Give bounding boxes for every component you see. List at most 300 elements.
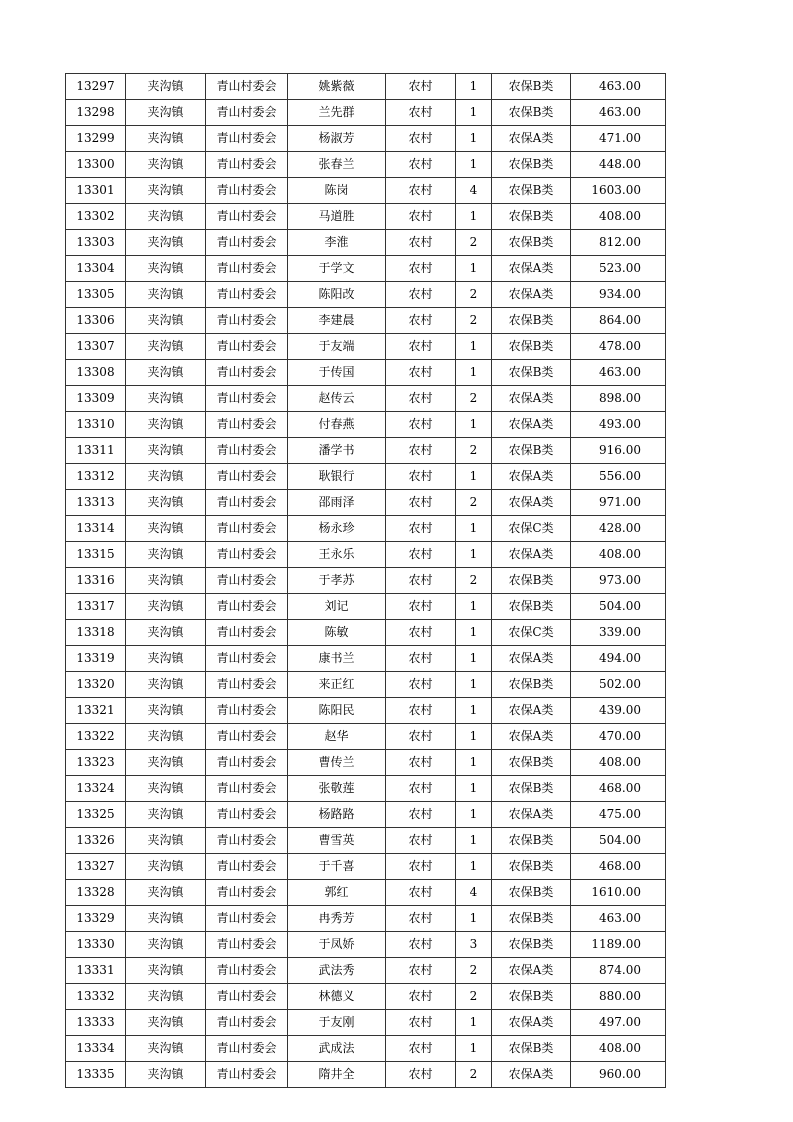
cell-category: 农保A类: [492, 958, 571, 984]
cell-name: 张春兰: [288, 152, 386, 178]
cell-town: 夹沟镇: [126, 74, 206, 100]
cell-type: 农村: [386, 698, 456, 724]
cell-amount: 475.00: [571, 802, 666, 828]
cell-name: 赵华: [288, 724, 386, 750]
cell-id: 13302: [66, 204, 126, 230]
cell-village: 青山村委会: [206, 906, 288, 932]
table-row: [66, 958, 666, 984]
cell-amount: 504.00: [571, 828, 666, 854]
cell-name: 兰先群: [288, 100, 386, 126]
cell-town: 夹沟镇: [126, 204, 206, 230]
cell-town: 夹沟镇: [126, 724, 206, 750]
cell-amount: 497.00: [571, 1010, 666, 1036]
cell-type: 农村: [386, 542, 456, 568]
cell-amount: 468.00: [571, 776, 666, 802]
cell-village: 青山村委会: [206, 776, 288, 802]
cell-count: 1: [456, 100, 492, 126]
cell-amount: 1610.00: [571, 880, 666, 906]
table-row: [66, 906, 666, 932]
cell-count: 1: [456, 126, 492, 152]
cell-town: 夹沟镇: [126, 126, 206, 152]
cell-name: 陈阳民: [288, 698, 386, 724]
cell-amount: 960.00: [571, 1062, 666, 1088]
cell-amount: 916.00: [571, 438, 666, 464]
cell-type: 农村: [386, 360, 456, 386]
table-row: [66, 100, 666, 126]
cell-amount: 408.00: [571, 204, 666, 230]
cell-amount: 934.00: [571, 282, 666, 308]
cell-amount: 339.00: [571, 620, 666, 646]
cell-village: 青山村委会: [206, 204, 288, 230]
cell-name: 陈阳改: [288, 282, 386, 308]
cell-count: 3: [456, 932, 492, 958]
cell-category: 农保B类: [492, 750, 571, 776]
cell-name: 于千喜: [288, 854, 386, 880]
cell-village: 青山村委会: [206, 828, 288, 854]
cell-type: 农村: [386, 412, 456, 438]
cell-count: 1: [456, 646, 492, 672]
cell-id: 13328: [66, 880, 126, 906]
cell-amount: 504.00: [571, 594, 666, 620]
cell-village: 青山村委会: [206, 958, 288, 984]
cell-name: 付春燕: [288, 412, 386, 438]
cell-category: 农保B类: [492, 932, 571, 958]
cell-village: 青山村委会: [206, 698, 288, 724]
table-row: [66, 1062, 666, 1088]
cell-count: 1: [456, 204, 492, 230]
cell-count: 2: [456, 438, 492, 464]
cell-town: 夹沟镇: [126, 100, 206, 126]
cell-count: 1: [456, 334, 492, 360]
cell-amount: 494.00: [571, 646, 666, 672]
cell-count: 1: [456, 594, 492, 620]
cell-name: 耿银行: [288, 464, 386, 490]
table-row: [66, 646, 666, 672]
payment-table: [65, 73, 666, 1088]
cell-count: 4: [456, 178, 492, 204]
cell-town: 夹沟镇: [126, 334, 206, 360]
cell-type: 农村: [386, 958, 456, 984]
cell-type: 农村: [386, 1036, 456, 1062]
cell-category: 农保A类: [492, 412, 571, 438]
cell-type: 农村: [386, 932, 456, 958]
table-row: [66, 542, 666, 568]
cell-id: 13324: [66, 776, 126, 802]
cell-category: 农保B类: [492, 828, 571, 854]
cell-village: 青山村委会: [206, 256, 288, 282]
cell-type: 农村: [386, 906, 456, 932]
cell-name: 邵雨泽: [288, 490, 386, 516]
cell-name: 王永乐: [288, 542, 386, 568]
cell-id: 13320: [66, 672, 126, 698]
cell-category: 农保B类: [492, 984, 571, 1010]
cell-id: 13316: [66, 568, 126, 594]
cell-type: 农村: [386, 854, 456, 880]
cell-town: 夹沟镇: [126, 880, 206, 906]
cell-id: 13307: [66, 334, 126, 360]
cell-town: 夹沟镇: [126, 828, 206, 854]
cell-town: 夹沟镇: [126, 412, 206, 438]
cell-count: 1: [456, 620, 492, 646]
table-row: [66, 750, 666, 776]
cell-type: 农村: [386, 646, 456, 672]
cell-id: 13334: [66, 1036, 126, 1062]
cell-id: 13327: [66, 854, 126, 880]
cell-category: 农保B类: [492, 672, 571, 698]
cell-count: 1: [456, 152, 492, 178]
table-row: [66, 802, 666, 828]
cell-category: 农保A类: [492, 724, 571, 750]
cell-id: 13326: [66, 828, 126, 854]
cell-category: 农保B类: [492, 100, 571, 126]
cell-name: 隋井全: [288, 1062, 386, 1088]
cell-id: 13312: [66, 464, 126, 490]
cell-name: 曹雪英: [288, 828, 386, 854]
cell-count: 1: [456, 854, 492, 880]
table-row: [66, 464, 666, 490]
cell-id: 13314: [66, 516, 126, 542]
table-row: [66, 204, 666, 230]
cell-amount: 470.00: [571, 724, 666, 750]
cell-count: 2: [456, 1062, 492, 1088]
cell-amount: 408.00: [571, 542, 666, 568]
cell-name: 潘学书: [288, 438, 386, 464]
cell-town: 夹沟镇: [126, 802, 206, 828]
cell-type: 农村: [386, 1010, 456, 1036]
cell-village: 青山村委会: [206, 74, 288, 100]
table-row: [66, 412, 666, 438]
cell-id: 13332: [66, 984, 126, 1010]
cell-category: 农保C类: [492, 516, 571, 542]
table-row: [66, 126, 666, 152]
cell-id: 13304: [66, 256, 126, 282]
cell-town: 夹沟镇: [126, 672, 206, 698]
cell-town: 夹沟镇: [126, 542, 206, 568]
cell-amount: 556.00: [571, 464, 666, 490]
cell-village: 青山村委会: [206, 308, 288, 334]
cell-id: 13299: [66, 126, 126, 152]
cell-town: 夹沟镇: [126, 1036, 206, 1062]
cell-name: 刘记: [288, 594, 386, 620]
cell-amount: 463.00: [571, 100, 666, 126]
cell-id: 13330: [66, 932, 126, 958]
table-row: [66, 282, 666, 308]
cell-category: 农保B类: [492, 438, 571, 464]
cell-town: 夹沟镇: [126, 230, 206, 256]
cell-town: 夹沟镇: [126, 984, 206, 1010]
cell-village: 青山村委会: [206, 230, 288, 256]
cell-town: 夹沟镇: [126, 568, 206, 594]
cell-name: 张敬莲: [288, 776, 386, 802]
cell-category: 农保A类: [492, 1062, 571, 1088]
table-body: [66, 74, 666, 1088]
cell-village: 青山村委会: [206, 854, 288, 880]
cell-count: 2: [456, 386, 492, 412]
cell-category: 农保B类: [492, 594, 571, 620]
cell-village: 青山村委会: [206, 386, 288, 412]
cell-name: 于学文: [288, 256, 386, 282]
cell-id: 13333: [66, 1010, 126, 1036]
cell-type: 农村: [386, 750, 456, 776]
cell-name: 马道胜: [288, 204, 386, 230]
cell-amount: 493.00: [571, 412, 666, 438]
cell-town: 夹沟镇: [126, 958, 206, 984]
table-row: [66, 490, 666, 516]
cell-village: 青山村委会: [206, 672, 288, 698]
cell-name: 杨路路: [288, 802, 386, 828]
cell-village: 青山村委会: [206, 932, 288, 958]
cell-id: 13323: [66, 750, 126, 776]
cell-name: 于凤娇: [288, 932, 386, 958]
table-row: [66, 1010, 666, 1036]
cell-town: 夹沟镇: [126, 620, 206, 646]
cell-id: 13297: [66, 74, 126, 100]
cell-count: 4: [456, 880, 492, 906]
cell-category: 农保B类: [492, 74, 571, 100]
cell-village: 青山村委会: [206, 412, 288, 438]
cell-count: 2: [456, 568, 492, 594]
cell-type: 农村: [386, 126, 456, 152]
cell-amount: 463.00: [571, 360, 666, 386]
cell-town: 夹沟镇: [126, 256, 206, 282]
cell-town: 夹沟镇: [126, 308, 206, 334]
cell-id: 13313: [66, 490, 126, 516]
cell-name: 于传国: [288, 360, 386, 386]
cell-category: 农保B类: [492, 1036, 571, 1062]
cell-category: 农保B类: [492, 230, 571, 256]
cell-type: 农村: [386, 256, 456, 282]
cell-town: 夹沟镇: [126, 646, 206, 672]
cell-type: 农村: [386, 880, 456, 906]
cell-amount: 523.00: [571, 256, 666, 282]
cell-name: 郭红: [288, 880, 386, 906]
table-row: [66, 230, 666, 256]
cell-type: 农村: [386, 828, 456, 854]
table-row: [66, 360, 666, 386]
cell-id: 13308: [66, 360, 126, 386]
table-row: [66, 568, 666, 594]
cell-village: 青山村委会: [206, 178, 288, 204]
table-row: [66, 620, 666, 646]
cell-id: 13315: [66, 542, 126, 568]
cell-count: 1: [456, 698, 492, 724]
cell-amount: 1603.00: [571, 178, 666, 204]
cell-village: 青山村委会: [206, 126, 288, 152]
cell-village: 青山村委会: [206, 880, 288, 906]
cell-type: 农村: [386, 984, 456, 1010]
table-row: [66, 386, 666, 412]
cell-count: 1: [456, 360, 492, 386]
cell-name: 于友刚: [288, 1010, 386, 1036]
cell-village: 青山村委会: [206, 750, 288, 776]
cell-category: 农保A类: [492, 256, 571, 282]
cell-count: 1: [456, 906, 492, 932]
cell-name: 赵传云: [288, 386, 386, 412]
cell-town: 夹沟镇: [126, 178, 206, 204]
cell-amount: 448.00: [571, 152, 666, 178]
cell-count: 1: [456, 1036, 492, 1062]
cell-id: 13311: [66, 438, 126, 464]
cell-amount: 439.00: [571, 698, 666, 724]
cell-town: 夹沟镇: [126, 698, 206, 724]
cell-type: 农村: [386, 464, 456, 490]
cell-id: 13300: [66, 152, 126, 178]
cell-village: 青山村委会: [206, 464, 288, 490]
cell-village: 青山村委会: [206, 100, 288, 126]
cell-village: 青山村委会: [206, 620, 288, 646]
cell-category: 农保A类: [492, 386, 571, 412]
cell-amount: 471.00: [571, 126, 666, 152]
table-row: [66, 594, 666, 620]
cell-type: 农村: [386, 230, 456, 256]
cell-category: 农保B类: [492, 178, 571, 204]
cell-id: 13317: [66, 594, 126, 620]
cell-name: 杨淑芳: [288, 126, 386, 152]
cell-town: 夹沟镇: [126, 776, 206, 802]
cell-count: 1: [456, 464, 492, 490]
table-row: [66, 698, 666, 724]
cell-name: 李淮: [288, 230, 386, 256]
cell-count: 1: [456, 412, 492, 438]
cell-type: 农村: [386, 620, 456, 646]
cell-category: 农保B类: [492, 880, 571, 906]
table-row: [66, 776, 666, 802]
cell-id: 13309: [66, 386, 126, 412]
cell-amount: 408.00: [571, 1036, 666, 1062]
cell-category: 农保A类: [492, 698, 571, 724]
cell-town: 夹沟镇: [126, 464, 206, 490]
cell-category: 农保A类: [492, 126, 571, 152]
cell-id: 13303: [66, 230, 126, 256]
cell-village: 青山村委会: [206, 724, 288, 750]
cell-category: 农保B类: [492, 776, 571, 802]
cell-village: 青山村委会: [206, 1010, 288, 1036]
cell-name: 姚紫薇: [288, 74, 386, 100]
cell-count: 1: [456, 802, 492, 828]
cell-count: 1: [456, 672, 492, 698]
cell-id: 13329: [66, 906, 126, 932]
cell-amount: 463.00: [571, 74, 666, 100]
cell-name: 陈岗: [288, 178, 386, 204]
cell-name: 来正红: [288, 672, 386, 698]
cell-town: 夹沟镇: [126, 282, 206, 308]
table-row: [66, 724, 666, 750]
table-row: [66, 438, 666, 464]
cell-town: 夹沟镇: [126, 386, 206, 412]
cell-count: 2: [456, 958, 492, 984]
cell-id: 13298: [66, 100, 126, 126]
table-row: [66, 672, 666, 698]
cell-category: 农保A类: [492, 464, 571, 490]
cell-count: 1: [456, 516, 492, 542]
cell-id: 13322: [66, 724, 126, 750]
cell-village: 青山村委会: [206, 542, 288, 568]
cell-category: 农保A类: [492, 282, 571, 308]
table-row: [66, 854, 666, 880]
table-row: [66, 256, 666, 282]
cell-type: 农村: [386, 204, 456, 230]
cell-town: 夹沟镇: [126, 152, 206, 178]
table-row: [66, 984, 666, 1010]
table-row: [66, 178, 666, 204]
cell-category: 农保B类: [492, 568, 571, 594]
table-row: [66, 828, 666, 854]
cell-village: 青山村委会: [206, 984, 288, 1010]
cell-id: 13310: [66, 412, 126, 438]
cell-town: 夹沟镇: [126, 516, 206, 542]
cell-amount: 898.00: [571, 386, 666, 412]
cell-count: 1: [456, 750, 492, 776]
cell-type: 农村: [386, 568, 456, 594]
cell-id: 13318: [66, 620, 126, 646]
cell-amount: 864.00: [571, 308, 666, 334]
cell-amount: 463.00: [571, 906, 666, 932]
cell-category: 农保A类: [492, 542, 571, 568]
cell-name: 于友端: [288, 334, 386, 360]
table-row: [66, 334, 666, 360]
cell-count: 2: [456, 490, 492, 516]
cell-name: 于孝苏: [288, 568, 386, 594]
cell-village: 青山村委会: [206, 1036, 288, 1062]
cell-town: 夹沟镇: [126, 750, 206, 776]
cell-name: 林德义: [288, 984, 386, 1010]
cell-amount: 408.00: [571, 750, 666, 776]
cell-count: 1: [456, 776, 492, 802]
cell-count: 2: [456, 282, 492, 308]
cell-town: 夹沟镇: [126, 1062, 206, 1088]
cell-id: 13306: [66, 308, 126, 334]
cell-amount: 468.00: [571, 854, 666, 880]
table-row: [66, 932, 666, 958]
cell-village: 青山村委会: [206, 438, 288, 464]
cell-village: 青山村委会: [206, 152, 288, 178]
cell-name: 杨永珍: [288, 516, 386, 542]
cell-town: 夹沟镇: [126, 932, 206, 958]
cell-type: 农村: [386, 594, 456, 620]
cell-village: 青山村委会: [206, 516, 288, 542]
table-row: [66, 880, 666, 906]
cell-village: 青山村委会: [206, 1062, 288, 1088]
cell-id: 13305: [66, 282, 126, 308]
table-row: [66, 74, 666, 100]
cell-count: 1: [456, 828, 492, 854]
cell-town: 夹沟镇: [126, 360, 206, 386]
cell-name: 曹传兰: [288, 750, 386, 776]
cell-type: 农村: [386, 100, 456, 126]
cell-count: 1: [456, 74, 492, 100]
cell-type: 农村: [386, 724, 456, 750]
cell-category: 农保A类: [492, 646, 571, 672]
cell-category: 农保B类: [492, 308, 571, 334]
cell-name: 冉秀芳: [288, 906, 386, 932]
cell-id: 13325: [66, 802, 126, 828]
cell-type: 农村: [386, 438, 456, 464]
cell-type: 农村: [386, 152, 456, 178]
cell-id: 13335: [66, 1062, 126, 1088]
cell-village: 青山村委会: [206, 282, 288, 308]
cell-town: 夹沟镇: [126, 1010, 206, 1036]
cell-category: 农保B类: [492, 204, 571, 230]
cell-amount: 973.00: [571, 568, 666, 594]
cell-type: 农村: [386, 74, 456, 100]
cell-town: 夹沟镇: [126, 594, 206, 620]
cell-town: 夹沟镇: [126, 490, 206, 516]
cell-category: 农保C类: [492, 620, 571, 646]
table-row: [66, 152, 666, 178]
cell-village: 青山村委会: [206, 646, 288, 672]
table-row: [66, 516, 666, 542]
cell-type: 农村: [386, 516, 456, 542]
